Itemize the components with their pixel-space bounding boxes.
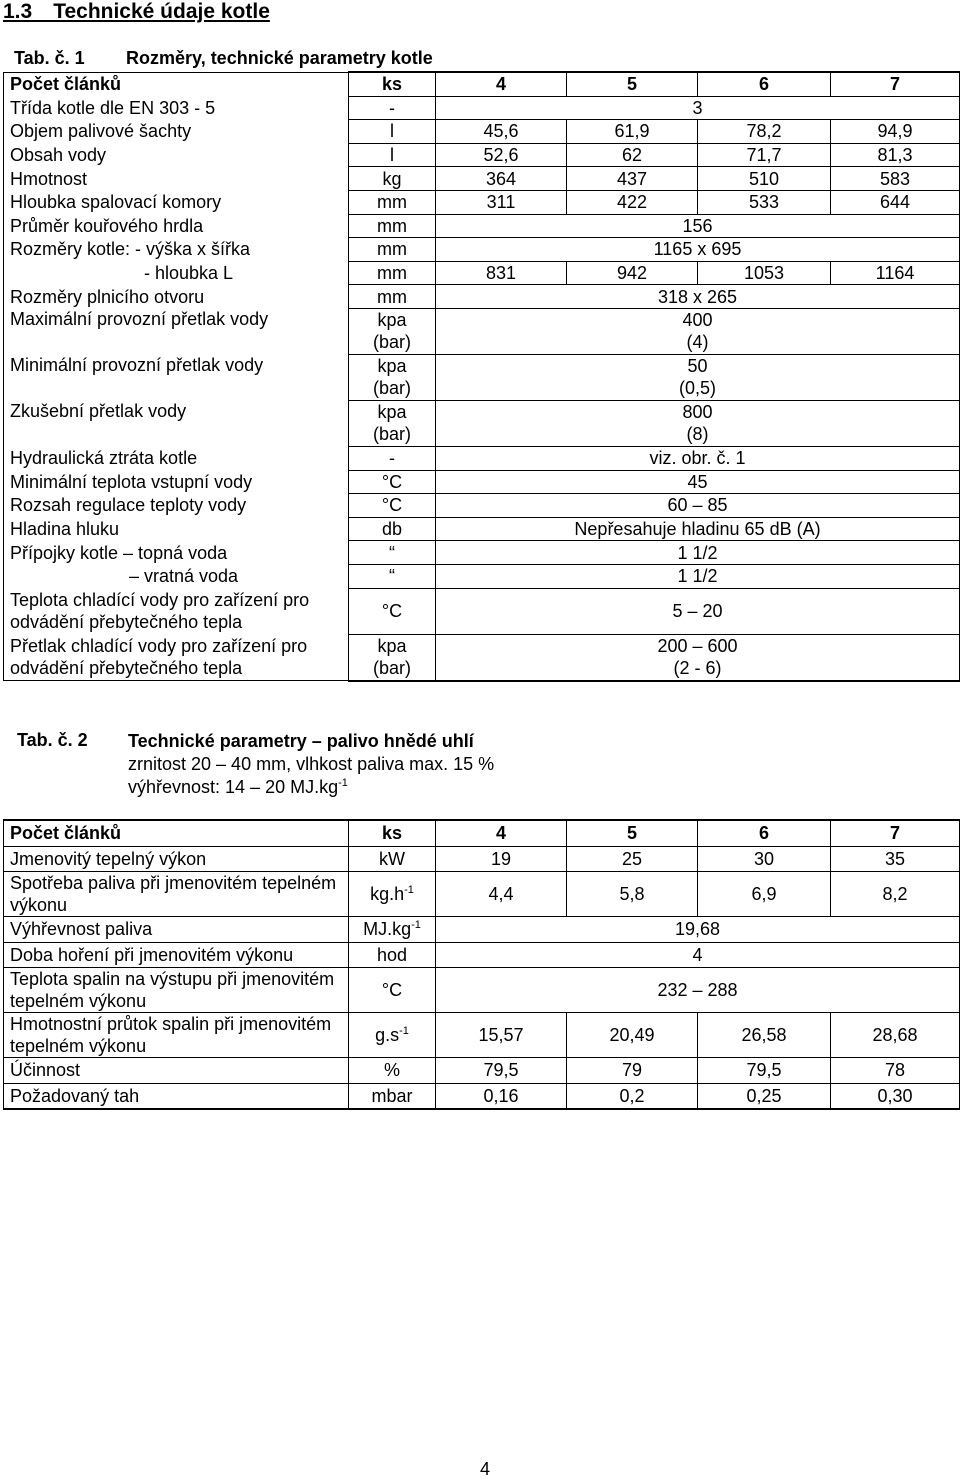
table2-header-label: Počet článků xyxy=(4,820,349,846)
row-label: Jmenovitý tepelný výkon xyxy=(4,846,349,872)
row-label: Doba hoření při jmenovitém výkonu xyxy=(4,942,349,968)
table2-caption-line: zrnitost 20 – 40 mm, vlhkost paliva max. 15 % xyxy=(128,754,495,774)
table-row xyxy=(4,354,960,400)
row-value: 831 xyxy=(436,261,567,285)
table1-caption-label: Tab. č. 1 xyxy=(14,48,85,68)
table-row xyxy=(4,400,960,446)
table2-caption-title: Technické parametry – palivo hnědé uhlí xyxy=(128,731,474,751)
table-row xyxy=(4,872,960,917)
row-value: 94,9 xyxy=(831,120,960,144)
row-value: 1164 xyxy=(831,261,960,285)
row-value: 156 xyxy=(436,214,960,238)
table1 xyxy=(3,71,960,682)
row-unit: °C xyxy=(349,470,436,494)
row-label: Hydraulická ztráta kotle xyxy=(4,446,349,470)
row-value: 311 xyxy=(436,190,567,214)
row-label: Přetlak chladící vody pro zařízení pro odvádění přebytečného tepla xyxy=(4,634,349,681)
row-value: 200 – 600 (2 - 6) xyxy=(436,634,960,681)
row-label: Výhřevnost paliva xyxy=(4,917,349,943)
table-row xyxy=(4,917,960,943)
row-unit: hod xyxy=(349,942,436,968)
table2-header-unit: ks xyxy=(349,820,436,846)
row-unit: $MJ.kg^{-1}$ xyxy=(349,917,436,943)
table-row xyxy=(4,494,960,518)
row-unit: °C xyxy=(349,968,436,1013)
section-title: 1.3 Technické údaje kotle xyxy=(3,0,270,23)
row-value: viz. obr. č. 1 xyxy=(436,446,960,470)
table2-caption-label: Tab. č. 2 xyxy=(17,730,88,750)
table-row xyxy=(4,120,960,144)
row-value: 437 xyxy=(567,167,698,191)
row-unit: db xyxy=(349,517,436,541)
row-value: 5 – 20 xyxy=(436,588,960,634)
table-row xyxy=(4,238,960,262)
table-row xyxy=(4,846,960,872)
table-row xyxy=(4,1058,960,1084)
table-row xyxy=(4,588,960,634)
row-label: Přípojky kotle – topná voda xyxy=(4,541,349,565)
row-label: Maximální provozní přetlak vody xyxy=(4,308,349,354)
table-row xyxy=(4,517,960,541)
table-row xyxy=(4,564,960,588)
table-row xyxy=(4,1083,960,1109)
row-value: 232 – 288 xyxy=(436,968,960,1013)
row-value: 30 xyxy=(698,846,831,872)
row-value: 60 – 85 xyxy=(436,494,960,518)
row-value: 79,5 xyxy=(436,1058,567,1084)
row-value: Nepřesahuje hladinu 65 dB (A) xyxy=(436,517,960,541)
row-value: 19 xyxy=(436,846,567,872)
row-value: 71,7 xyxy=(698,143,831,167)
row-value: 81,3 xyxy=(831,143,960,167)
row-value: 26,58 xyxy=(698,1013,831,1058)
row-label: Rozměry kotle: - výška x šířka xyxy=(4,238,349,262)
row-value: 942 xyxy=(567,261,698,285)
table-row xyxy=(4,96,960,120)
table2-header-col: 5 xyxy=(567,820,698,846)
row-value: 15,57 xyxy=(436,1013,567,1058)
table-row xyxy=(4,968,960,1013)
row-value: 0,16 xyxy=(436,1083,567,1109)
row-unit: kW xyxy=(349,846,436,872)
row-unit: mm xyxy=(349,285,436,309)
row-unit: - xyxy=(349,446,436,470)
row-unit: kpa (bar) xyxy=(349,634,436,681)
row-label: Účinnost xyxy=(4,1058,349,1084)
table2-caption-line: výhřevnost: 14 – 20 $MJ.kg^{-1}$ xyxy=(128,777,348,797)
table1-header-unit: ks xyxy=(349,72,436,96)
row-value: 4,4 xyxy=(436,872,567,917)
table-row xyxy=(4,541,960,565)
table-row xyxy=(4,470,960,494)
table1-header-col: 4 xyxy=(436,72,567,96)
row-unit: kg xyxy=(349,167,436,191)
table1-header-col: 7 xyxy=(831,72,960,96)
row-value: 79,5 xyxy=(698,1058,831,1084)
table2-header-col: 4 xyxy=(436,820,567,846)
row-value: 79 xyxy=(567,1058,698,1084)
row-unit: kpa (bar) xyxy=(349,400,436,446)
row-value: 52,6 xyxy=(436,143,567,167)
table2-header-col: 7 xyxy=(831,820,960,846)
row-unit: “ xyxy=(349,564,436,588)
table-row xyxy=(4,634,960,681)
row-value: 78 xyxy=(831,1058,960,1084)
row-label: Minimální provozní přetlak vody xyxy=(4,354,349,400)
row-value: 8,2 xyxy=(831,872,960,917)
row-unit: mm xyxy=(349,238,436,262)
row-label: Průměr kouřového hrdla xyxy=(4,214,349,238)
row-label: Hloubka spalovací komory xyxy=(4,190,349,214)
row-value: 1053 xyxy=(698,261,831,285)
page-number: 4 xyxy=(480,1459,491,1479)
row-value: 5,8 xyxy=(567,872,698,917)
row-value: 35 xyxy=(831,846,960,872)
row-value: 45 xyxy=(436,470,960,494)
row-label: Obsah vody xyxy=(4,143,349,167)
row-value: 50 (0,5) xyxy=(436,354,960,400)
table-row xyxy=(4,285,960,309)
row-unit: l xyxy=(349,120,436,144)
table-row xyxy=(4,942,960,968)
row-value: 62 xyxy=(567,143,698,167)
row-value: 0,30 xyxy=(831,1083,960,1109)
row-value: 3 xyxy=(436,96,960,120)
row-value: 28,68 xyxy=(831,1013,960,1058)
table1-header-label: Počet článků xyxy=(4,72,349,96)
row-value: 644 xyxy=(831,190,960,214)
row-unit: $kg.h^{-1}$ xyxy=(349,872,436,917)
row-value: 0,2 xyxy=(567,1083,698,1109)
row-value: 1 1/2 xyxy=(436,541,960,565)
row-unit: kpa (bar) xyxy=(349,308,436,354)
row-label: Rozsah regulace teploty vody xyxy=(4,494,349,518)
row-unit: °C xyxy=(349,588,436,634)
row-value: 583 xyxy=(831,167,960,191)
table-row xyxy=(4,214,960,238)
row-label: - hloubka L xyxy=(4,261,349,285)
row-label: Hmotnostní průtok spalin při jmenovitém tepelném výkonu xyxy=(4,1013,349,1058)
row-label: Zkušební přetlak vody xyxy=(4,400,349,446)
row-label: Minimální teplota vstupní vody xyxy=(4,470,349,494)
row-unit: mm xyxy=(349,190,436,214)
row-unit: $g.s^{-1}$ xyxy=(349,1013,436,1058)
row-value: 533 xyxy=(698,190,831,214)
row-value: 1165 x 695 xyxy=(436,238,960,262)
table-row xyxy=(4,261,960,285)
row-label: Teplota spalin na výstupu při jmenovitém tepelném výkonu xyxy=(4,968,349,1013)
row-value: 6,9 xyxy=(698,872,831,917)
row-value: 45,6 xyxy=(436,120,567,144)
table1-header-col: 6 xyxy=(698,72,831,96)
row-value: 422 xyxy=(567,190,698,214)
table2-header-row xyxy=(4,820,960,846)
row-label: Spotřeba paliva při jmenovitém tepelném výkonu xyxy=(4,872,349,917)
row-unit: mbar xyxy=(349,1083,436,1109)
table-row xyxy=(4,446,960,470)
row-value: 61,9 xyxy=(567,120,698,144)
row-value: 78,2 xyxy=(698,120,831,144)
table-row xyxy=(4,308,960,354)
row-unit: °C xyxy=(349,494,436,518)
row-value: 19,68 xyxy=(436,917,960,943)
table2 xyxy=(3,819,960,1110)
row-value: 400 (4) xyxy=(436,308,960,354)
table-row xyxy=(4,190,960,214)
table1-caption-title: Rozměry, technické parametry kotle xyxy=(126,48,433,68)
row-unit: kpa (bar) xyxy=(349,354,436,400)
table1-header-row xyxy=(4,72,960,96)
row-unit: “ xyxy=(349,541,436,565)
table-row xyxy=(4,1013,960,1058)
row-label: Požadovaný tah xyxy=(4,1083,349,1109)
table-row xyxy=(4,143,960,167)
row-label: Hmotnost xyxy=(4,167,349,191)
row-value: 1 1/2 xyxy=(436,564,960,588)
row-unit: mm xyxy=(349,261,436,285)
table2-header-col: 6 xyxy=(698,820,831,846)
row-label: Teplota chladící vody pro zařízení pro odvádění přebytečného tepla xyxy=(4,588,349,634)
row-value: 800 (8) xyxy=(436,400,960,446)
row-unit: - xyxy=(349,96,436,120)
row-value: 20,49 xyxy=(567,1013,698,1058)
row-unit: mm xyxy=(349,214,436,238)
row-label: Hladina hluku xyxy=(4,517,349,541)
table1-caption xyxy=(14,48,433,69)
row-unit: % xyxy=(349,1058,436,1084)
table1-header-col: 5 xyxy=(567,72,698,96)
row-value: 0,25 xyxy=(698,1083,831,1109)
row-value: 4 xyxy=(436,942,960,968)
row-label: – vratná voda xyxy=(4,564,349,588)
row-value: 364 xyxy=(436,167,567,191)
row-unit: l xyxy=(349,143,436,167)
row-label: Objem palivové šachty xyxy=(4,120,349,144)
row-value: 25 xyxy=(567,846,698,872)
row-value: 318 x 265 xyxy=(436,285,960,309)
row-value: 510 xyxy=(698,167,831,191)
row-label: Třída kotle dle EN 303 - 5 xyxy=(4,96,349,120)
table-row xyxy=(4,167,960,191)
row-label: Rozměry plnicího otvoru xyxy=(4,285,349,309)
